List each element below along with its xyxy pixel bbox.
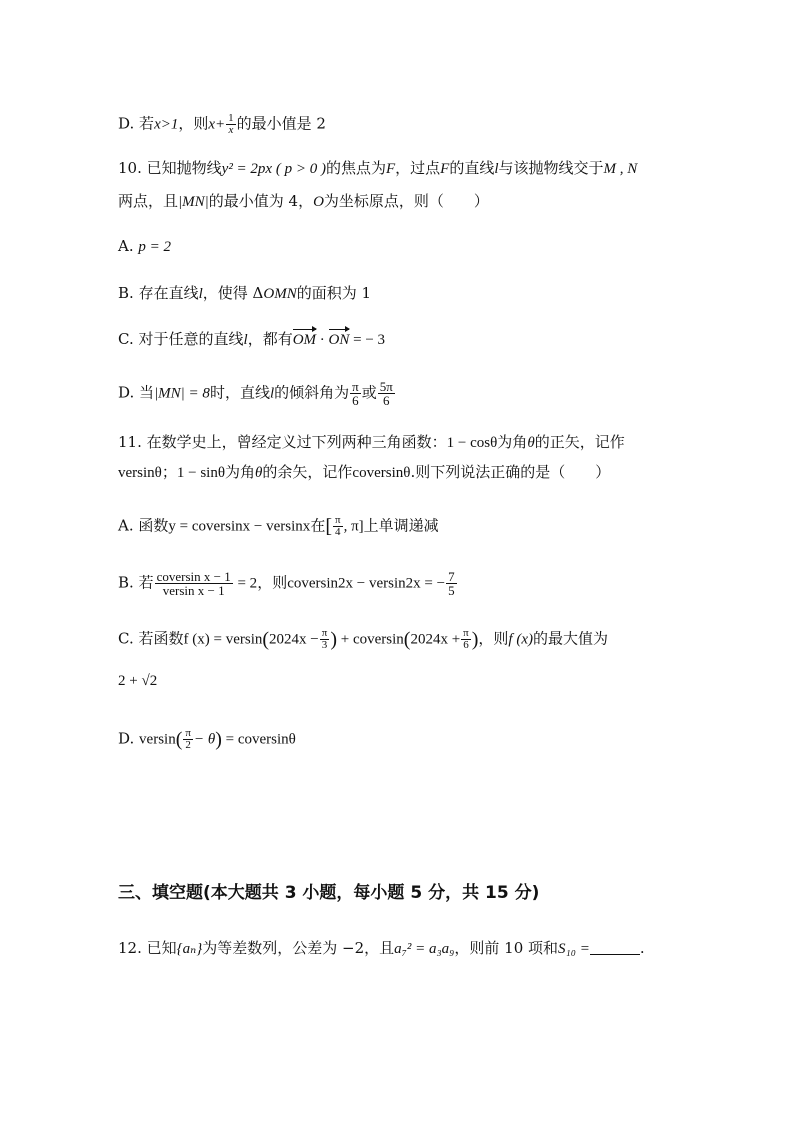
option-label: C. bbox=[118, 330, 134, 348]
numerator: π bbox=[352, 379, 359, 394]
text: 的焦点为 bbox=[325, 159, 386, 177]
paren: ( bbox=[262, 628, 270, 651]
q10-option-c bbox=[118, 329, 385, 350]
paren: ) bbox=[471, 628, 479, 651]
text: 为角 bbox=[497, 433, 528, 451]
math: l bbox=[494, 161, 499, 177]
question-number: 10. bbox=[118, 159, 142, 177]
text: 在 bbox=[310, 516, 326, 535]
text: 的面积为 1 bbox=[296, 284, 372, 302]
paren: ( bbox=[175, 728, 183, 751]
text: 在数学史上，曾经定义过下列两种三角函数： bbox=[146, 433, 447, 451]
text: 的直线 bbox=[449, 159, 495, 177]
text: 与该抛物线交于 bbox=[498, 159, 604, 177]
math: S₁₀ = bbox=[558, 941, 590, 957]
math: F bbox=[385, 161, 396, 177]
fraction bbox=[378, 380, 395, 407]
text: 的最小值为 4， bbox=[208, 192, 314, 210]
math: M , N bbox=[603, 161, 638, 177]
vector-om: OM bbox=[292, 332, 317, 348]
q11-option-c-answer bbox=[118, 670, 157, 691]
text: 为等差数列，公差为 −2，且 bbox=[202, 939, 395, 957]
paren: ( bbox=[403, 628, 411, 651]
math: F bbox=[440, 161, 450, 177]
text: 若 bbox=[138, 573, 154, 592]
text: 函数 bbox=[138, 516, 169, 535]
text: ，使得 Δ bbox=[202, 284, 264, 302]
text: 为坐标原点，则（ ） bbox=[323, 192, 489, 210]
denominator: 6 bbox=[383, 393, 390, 408]
text: 若 bbox=[139, 114, 155, 133]
math: |MN| bbox=[178, 194, 209, 210]
text: 的正矢，记作 bbox=[534, 433, 625, 451]
option-label: D. bbox=[118, 114, 135, 133]
math: 1 − cosθ bbox=[446, 435, 498, 451]
text: 已知 bbox=[146, 939, 177, 957]
q11-stem-line1 bbox=[118, 432, 625, 453]
section-title: 三、填空题(本大题共 3 小题，每小题 5 分，共 15 分) bbox=[118, 883, 540, 903]
fraction bbox=[320, 628, 330, 651]
option-label: A. bbox=[118, 237, 134, 255]
numerator: 1 bbox=[228, 112, 234, 124]
option-label: D. bbox=[118, 729, 135, 748]
math: coversin2x − versin2x = − bbox=[287, 575, 446, 592]
numerator: π bbox=[321, 627, 328, 639]
math: x+ bbox=[208, 116, 226, 133]
math: 2024x + bbox=[410, 631, 461, 648]
q12-stem bbox=[118, 938, 645, 959]
math: l bbox=[269, 385, 275, 402]
question-number: 12. bbox=[118, 939, 142, 957]
option-label: B. bbox=[118, 573, 134, 592]
text: 已知抛物线 bbox=[146, 159, 222, 177]
text: .则下列说法正确的是（ ） bbox=[410, 463, 611, 481]
text: 的余矢，记作 bbox=[262, 463, 353, 481]
math: f (x) bbox=[508, 631, 533, 648]
option-label: B. bbox=[118, 284, 134, 302]
q11-option-d bbox=[118, 728, 296, 751]
text: . bbox=[639, 939, 645, 957]
math: {aₙ} bbox=[176, 941, 203, 957]
text: 时，直线 bbox=[209, 383, 270, 402]
math: = coversinθ bbox=[221, 731, 296, 748]
fraction bbox=[155, 570, 233, 597]
math: OMN bbox=[263, 286, 297, 302]
text: 的最大值为 bbox=[533, 629, 609, 648]
math: p = 2 bbox=[138, 239, 172, 255]
denominator: 6 bbox=[463, 639, 469, 651]
text: 若函数 bbox=[138, 629, 184, 648]
math: versin bbox=[139, 731, 176, 748]
question-number: 11. bbox=[118, 433, 142, 451]
math: l bbox=[243, 332, 248, 348]
math: 2024x − bbox=[269, 631, 319, 648]
text: 为角 bbox=[225, 463, 256, 481]
answer-blank[interactable] bbox=[590, 940, 640, 955]
text: 上单调递减 bbox=[363, 516, 439, 535]
text: 存在直线 bbox=[138, 284, 199, 302]
text: 或 bbox=[361, 383, 377, 402]
math: θ bbox=[255, 465, 263, 481]
numerator: 7 bbox=[448, 569, 455, 584]
math: O bbox=[313, 194, 324, 210]
math: − θ bbox=[193, 731, 216, 748]
math: 1 − sinθ bbox=[176, 465, 226, 481]
numerator: π bbox=[335, 514, 341, 526]
q10-option-b bbox=[118, 283, 371, 304]
math: coversinθ bbox=[352, 465, 411, 481]
paren: ) bbox=[330, 628, 337, 651]
math: f (x) = versin bbox=[183, 631, 263, 648]
q11-stem-line2 bbox=[118, 462, 610, 483]
denominator: 3 bbox=[321, 639, 328, 651]
math: + coversin bbox=[337, 631, 404, 648]
q11-option-c bbox=[118, 628, 608, 651]
denominator: 5 bbox=[448, 583, 455, 598]
option-label: D. bbox=[118, 383, 135, 402]
q11-option-b bbox=[118, 570, 458, 597]
math: 2 + √2 bbox=[118, 673, 158, 689]
text: ，则 bbox=[478, 629, 509, 648]
math: a₇² = a₃a₉ bbox=[394, 941, 455, 957]
denominator: versin x − 1 bbox=[162, 583, 225, 598]
math: = 2 bbox=[233, 575, 258, 592]
text: ，则前 10 项和 bbox=[454, 939, 559, 957]
text: 当 bbox=[139, 383, 155, 402]
q10-option-d bbox=[118, 380, 396, 407]
text: ，都有 bbox=[247, 330, 293, 348]
q9-option-d bbox=[118, 113, 326, 136]
math: θ bbox=[527, 435, 535, 451]
vector-on: ON bbox=[328, 332, 350, 348]
fraction bbox=[461, 628, 471, 651]
math: , π] bbox=[343, 518, 364, 535]
denominator: 2 bbox=[185, 739, 191, 751]
option-label: A. bbox=[118, 516, 134, 535]
text: 的倾斜角为 bbox=[274, 383, 350, 402]
numerator: 5π bbox=[379, 379, 393, 394]
text: 两点，且 bbox=[118, 192, 179, 210]
text: ，过点 bbox=[395, 159, 441, 177]
math: |MN| = 8 bbox=[154, 385, 210, 402]
text: 对于任意的直线 bbox=[138, 330, 244, 348]
numerator: coversin x − 1 bbox=[156, 569, 231, 584]
q10-option-a bbox=[118, 236, 171, 257]
math: y = coversinx − versinx bbox=[168, 518, 311, 535]
fraction bbox=[446, 570, 457, 597]
fraction bbox=[350, 380, 361, 407]
math: · bbox=[316, 332, 329, 348]
math: l bbox=[198, 286, 203, 302]
numerator: π bbox=[185, 727, 191, 739]
paren: ) bbox=[215, 728, 222, 751]
fraction bbox=[333, 515, 343, 538]
option-label: C. bbox=[118, 629, 134, 648]
q10-stem-line1 bbox=[118, 158, 637, 179]
math: x>1 bbox=[154, 116, 179, 133]
text: 的最小值是 2 bbox=[236, 114, 326, 133]
bracket: [ bbox=[325, 515, 332, 538]
denominator: x bbox=[228, 124, 234, 136]
denominator: 6 bbox=[352, 393, 359, 408]
text: ； bbox=[161, 463, 177, 481]
numerator: π bbox=[463, 627, 469, 639]
fraction bbox=[183, 728, 193, 751]
text: ，则 bbox=[178, 114, 209, 133]
math: = − 3 bbox=[349, 332, 386, 348]
q10-stem-line2 bbox=[118, 191, 489, 212]
denominator: 4 bbox=[335, 526, 341, 538]
q11-option-a bbox=[118, 515, 439, 538]
fraction bbox=[226, 113, 236, 136]
text: ，则 bbox=[257, 573, 288, 592]
math: versinθ bbox=[118, 465, 162, 481]
math: y² = 2px ( p > 0 ) bbox=[221, 161, 326, 177]
